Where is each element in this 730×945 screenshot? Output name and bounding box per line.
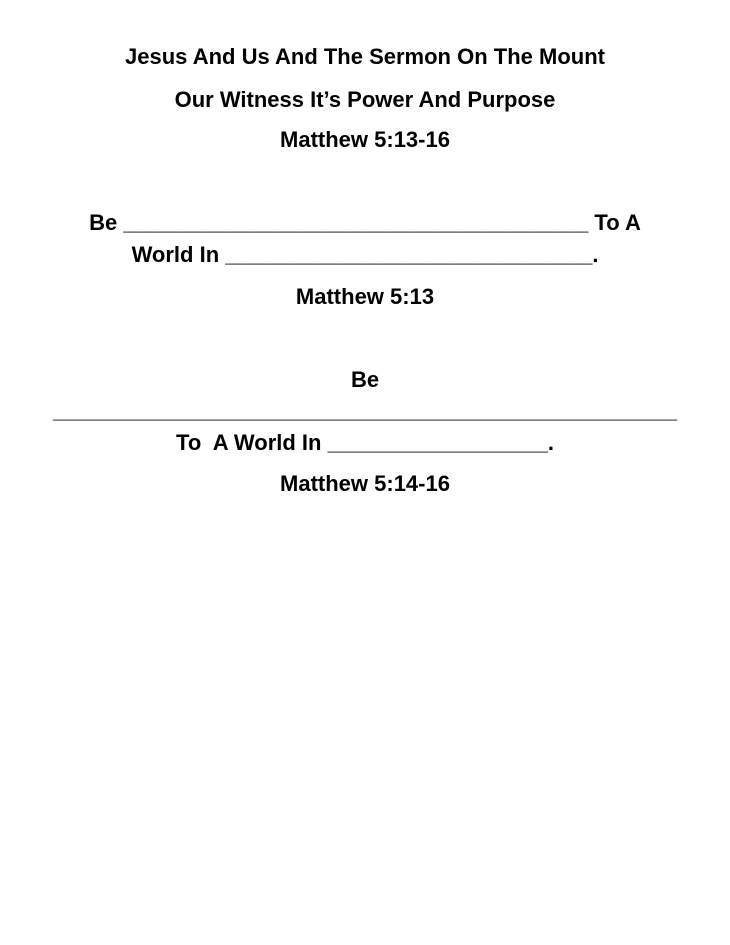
worksheet-title: Jesus And Us And The Sermon On The Mount: [125, 44, 605, 69]
fill-in-blank-2-line-3: To A World In __________________.: [176, 430, 554, 455]
scripture-reference: Matthew 5:13-16: [280, 127, 450, 152]
fill-in-blank-1-line-2: World In ______________________________.: [131, 242, 599, 267]
worksheet-subtitle: Our Witness It’s Power And Purpose: [174, 87, 556, 112]
fill-in-blank-1-line-1: Be ______________________________________ To A: [89, 210, 641, 235]
blank-2-reference: Matthew 5:14-16: [280, 471, 450, 496]
blank-1-reference: Matthew 5:13: [295, 284, 435, 309]
fill-in-blank-2-line-1: Be: [350, 367, 380, 392]
fill-in-blank-2-line-2: ___________________________________________________: [52, 398, 677, 423]
